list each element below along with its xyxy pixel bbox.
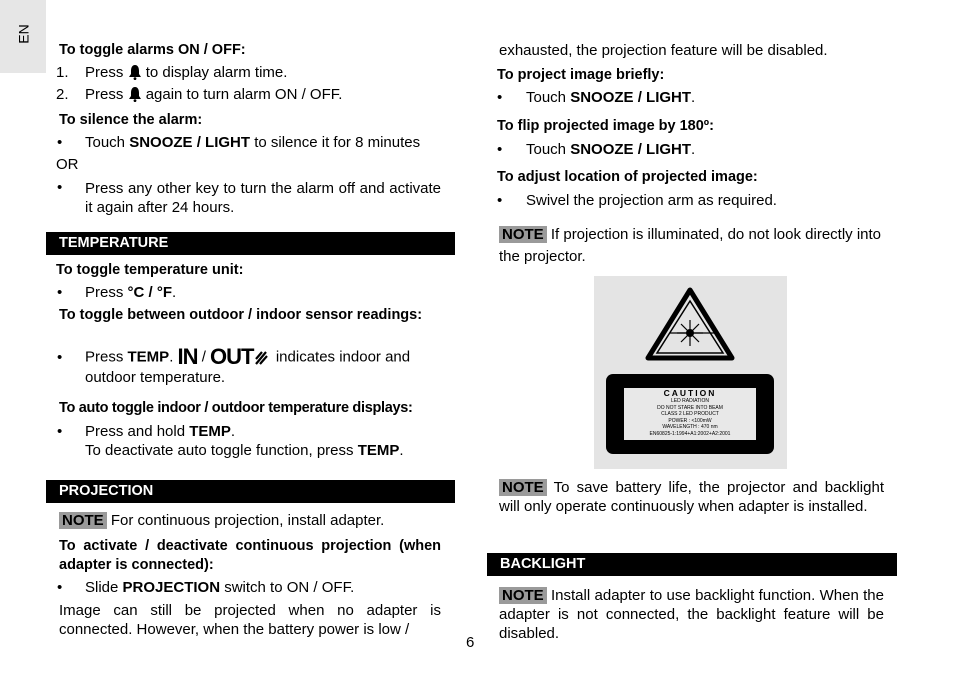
laser-warning-icon [594, 276, 787, 469]
caution-line: POWER : <100mW [668, 417, 712, 424]
note-badge: NOTE [59, 512, 107, 529]
caution-title: CAUTION [663, 388, 717, 398]
alarm-step-2: 2. Press again to turn alarm ON / OFF. [56, 86, 343, 103]
adjust-heading: To adjust location of projected image: [497, 169, 758, 185]
note-badge: NOTE [499, 479, 547, 496]
auto-deactivate: To deactivate auto toggle function, press TEMP. [85, 442, 404, 459]
bullet: • [497, 192, 503, 209]
bullet: • [57, 179, 63, 196]
silence-heading: To silence the alarm: [59, 112, 203, 128]
flip-heading: To flip projected image by 180º: [497, 118, 714, 134]
flip-bullet: Touch SNOOZE / LIGHT. [526, 141, 696, 158]
temp-unit-heading: To toggle temperature unit: [56, 262, 244, 278]
language-label: EN [15, 24, 32, 44]
image-paragraph: Image can still be projected when no adapter is connected. However, when the battery power is low / [59, 602, 441, 638]
laser-caution-label [594, 276, 787, 469]
signal-waves-icon [254, 348, 268, 366]
caution-line: WAVELENGTH : 470 nm [662, 424, 718, 430]
caution-line: DO NOT STARE INTO BEAM [657, 404, 723, 411]
auto-bullet: Press and hold TEMP. [85, 423, 236, 440]
bullet: • [497, 141, 503, 158]
section-bar-temperature: TEMPERATURE [46, 232, 455, 255]
section-bar-projection: PROJECTION [46, 480, 455, 503]
note-badge: NOTE [499, 226, 547, 243]
bullet: • [57, 423, 63, 440]
caution-line: LED RADIATION [671, 398, 709, 404]
temp-unit-bullet: Press °C / °F. [85, 284, 177, 301]
out-indicator-icon: OUT [210, 344, 254, 369]
brief-bullet: Touch SNOOZE / LIGHT. [526, 89, 696, 106]
exhausted-text: exhausted, the projection feature will be disabled. [499, 42, 828, 59]
page-number: 6 [466, 634, 475, 651]
sensor-bullet: Press TEMP. IN / OUT indicates indoor and [85, 344, 411, 369]
alarm-step-1: 1. Press to display alarm time. [56, 64, 288, 81]
bullet: • [497, 89, 503, 106]
note-battery: NOTE To save battery life, the projector and backlight will only operate continuously when adapter is installed. [499, 479, 884, 515]
language-tab [0, 0, 46, 73]
silence-bullet-1: Touch SNOOZE / LIGHT to silence it for 8 minutes [85, 134, 421, 151]
bullet: • [57, 579, 63, 596]
projection-note: NOTE For continuous projection, install adapter. [59, 512, 384, 529]
caution-line: EN60825-1:1994+A1:2002+A2:2001 [649, 430, 731, 437]
note-backlight: NOTE Install adapter to use backlight function. When the adapter is not connected, the backlight feature will be disabled. [499, 587, 884, 642]
alarm-heading: To toggle alarms ON / OFF: [59, 42, 246, 58]
auto-heading: To auto toggle indoor / outdoor temperature displays: [59, 400, 413, 416]
note-badge: NOTE [499, 587, 547, 604]
brief-heading: To project image briefly: [497, 67, 665, 83]
or-text: OR [56, 156, 79, 173]
alarm-bell-icon [128, 64, 142, 80]
bullet: • [57, 134, 63, 151]
slide-bullet: Slide PROJECTION switch to ON / OFF. [85, 579, 355, 596]
note-projection-illuminated: NOTE If projection is illuminated, do not look directly into the projector. [499, 226, 882, 265]
bullet: • [57, 349, 63, 366]
in-indicator-icon: IN [177, 344, 198, 369]
bullet: • [57, 284, 63, 301]
caution-line: CLASS 2 LED PRODUCT [661, 411, 719, 417]
alarm-bell-icon [128, 86, 142, 102]
silence-bullet-2: Press any other key to turn the alarm off and activate it again after 24 hours. [85, 180, 441, 216]
sensor-heading: To toggle between outdoor / indoor sensor readings: [59, 307, 423, 323]
sensor-bullet-line2: outdoor temperature. [85, 369, 226, 386]
activate-heading: To activate / deactivate continuous projection (when adapter is connected): [59, 538, 441, 573]
adjust-bullet: Swivel the projection arm as required. [526, 192, 777, 209]
section-bar-backlight: BACKLIGHT [487, 553, 897, 576]
